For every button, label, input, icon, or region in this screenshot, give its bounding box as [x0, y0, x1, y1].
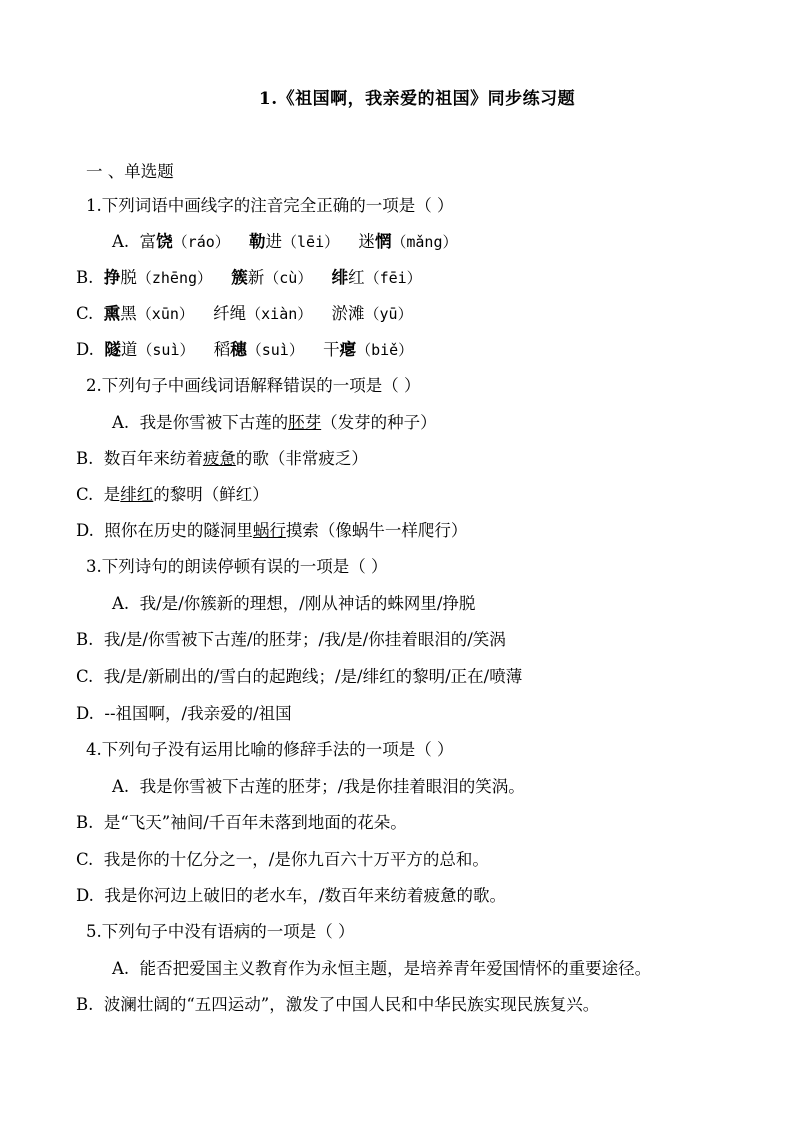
question-2-option-c: C. 是绯红的黎明（鲜红）: [76, 485, 269, 504]
question-4-stem: 4.下列句子没有运用比喻的修辞手法的一项是（ ）: [86, 740, 454, 759]
page-title: 1.《祖国啊，我亲爱的祖国》同步练习题: [258, 89, 576, 109]
question-5-stem: 5.下列句子中没有语病的一项是（ ）: [86, 922, 355, 941]
question-4-option-d: D. 我是你河边上破旧的老水车，/数百年来纺着疲惫的歌。: [76, 886, 506, 905]
question-1-option-b: B. 挣脱（zhēng） 簇新（cù） 绯红（fēi）: [76, 268, 422, 287]
question-3-option-c: C. 我/是/新刷出的/雪白的起跑线；/是/绯红的黎明/正在/喷薄: [76, 667, 523, 686]
question-1-stem: 1.下列词语中画线字的注音完全正确的一项是（ ）: [86, 196, 454, 215]
question-3-stem: 3.下列诗句的朗读停顿有误的一项是（ ）: [86, 557, 388, 576]
question-4-option-a: A. 我是你雪被下古莲的胚芽；/我是你挂着眼泪的笑涡。: [112, 777, 525, 796]
question-1-option-c: C. 熏黑（xūn） 纤绳（xiàn） 淤滩（yū）: [76, 304, 413, 323]
question-2-stem: 2.下列句子中画线词语解释错误的一项是（ ）: [86, 376, 421, 395]
question-4-option-b: B. 是“飞天”袖间/千百年未落到地面的花朵。: [76, 813, 407, 832]
question-1-option-a: A. 富饶（ráo） 勒进（lēi） 迷惘（mǎng）: [112, 232, 458, 251]
question-5-option-a: A. 能否把爱国主义教育作为永恒主题，是培养青年爱国情怀的重要途径。: [112, 959, 652, 978]
question-4-option-c: C. 我是你的十亿分之一，/是你九百六十万平方的总和。: [76, 850, 489, 869]
question-2-option-d: D. 照你在历史的隧洞里蜗行摸索（像蜗牛一样爬行）: [76, 521, 468, 540]
question-3-option-a: A. 我/是/你簇新的理想，/刚从神话的蛛网里/挣脱: [112, 594, 476, 613]
question-3-option-b: B. 我/是/你雪被下古莲/的胚芽；/我/是/你挂着眼泪的/笑涡: [76, 630, 506, 649]
question-2-option-a: A. 我是你雪被下古莲的胚芽（发芽的种子）: [112, 413, 437, 432]
question-1-option-d: D. 隧道（suì） 稻穗（suì） 干瘪（biě）: [76, 340, 414, 359]
question-2-option-b: B. 数百年来纺着疲惫的歌（非常疲乏）: [76, 449, 368, 468]
question-5-option-b: B. 波澜壮阔的“五四运动”，激发了中国人民和中华民族实现民族复兴。: [76, 995, 600, 1014]
question-3-option-d: D. --祖国啊，/我亲爱的/祖国: [76, 704, 292, 723]
section-heading: 一 、单选题: [86, 162, 174, 181]
